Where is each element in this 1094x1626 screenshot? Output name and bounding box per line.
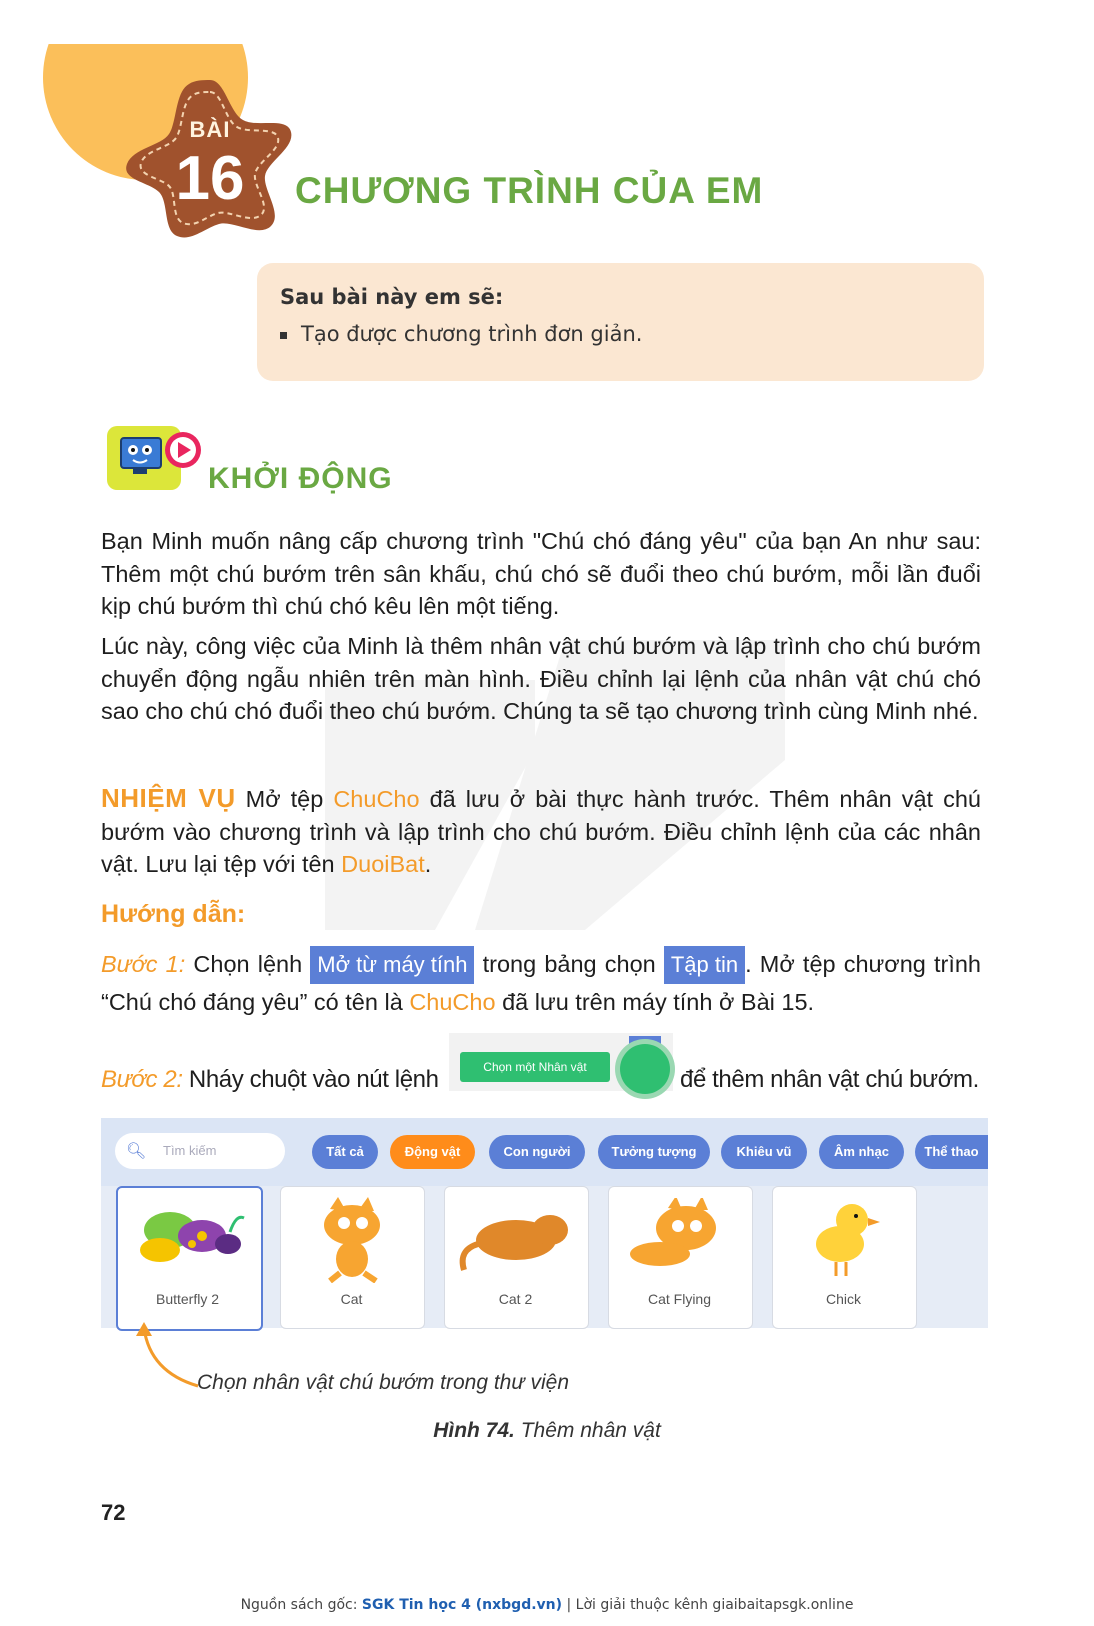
footer-source-link[interactable]: SGK Tin học 4 (nxbgd.vn) [361, 1597, 563, 1613]
chick-sprite-icon [800, 1198, 890, 1278]
task-label: NHIỆM VỤ [101, 783, 236, 813]
library-tab: Con người [489, 1135, 585, 1169]
page-number: 72 [101, 1500, 126, 1525]
sprite-label: Butterfly 2 [155, 1291, 220, 1307]
cat-flying-sprite-icon [620, 1198, 735, 1278]
library-tab: Khiêu vũ [721, 1135, 807, 1169]
cat-sprite-icon [300, 1195, 405, 1283]
goals-heading: Sau bài này em sẽ: [280, 285, 504, 309]
step-text: đã lưu trên máy tính ở Bài 15. [495, 989, 815, 1015]
step-text: Chọn lệnh [185, 951, 311, 977]
file-name: ChuCho [333, 786, 420, 812]
cat-add-icon [620, 1044, 670, 1094]
task-text: . [424, 851, 432, 877]
choose-sprite-button: Chọn một Nhân vật [460, 1052, 610, 1082]
step-text: . Mở tệp chương trình “Chú chó đáng yêu” có tên là [101, 951, 981, 1015]
figure-caption-text: Thêm nhân vật [514, 1419, 661, 1442]
task-text: đã lưu ở bài thực hành trước. Thêm nhân vật chú bướm vào chương trình và lập trình cho chú bướm. Điều chỉnh lệnh của các nhân vật. Lưu lại tệp với tên [101, 786, 981, 877]
step-text: trong bảng chọn [474, 951, 664, 977]
step-text: để thêm nhân vật chú bướm. [680, 1066, 979, 1093]
section-title: KHỞI ĐỘNG [208, 462, 393, 495]
page-footer [0, 1597, 1094, 1613]
menu-chip-open: Mở từ máy tính [310, 946, 474, 984]
lesson-title: CHƯƠNG TRÌNH CỦA EM [295, 170, 764, 211]
step-1 [101, 946, 981, 1020]
bullet-icon [280, 332, 287, 339]
paragraph-1: Bạn Minh muốn nâng cấp chương trình "Chú chó đáng yêu" của bạn An như sau: Thêm một chú bướm trên sân khấu, chú chó sẽ đuổi theo chú bướm, mỗi lần đuổi kịp chú bướm thì chú chó kêu lên một tiếng. [101, 528, 981, 619]
sprite-label: Cat Flying [647, 1291, 712, 1307]
file-name: DuoiBat [341, 851, 425, 877]
footer-text: Nguồn sách gốc: [240, 1597, 362, 1613]
step-2 [101, 1066, 439, 1094]
library-tab-active: Động vật [390, 1135, 475, 1169]
callout-text: Chọn nhân vật chú bướm trong thư viện [197, 1371, 570, 1394]
butterfly-sprite-icon [130, 1200, 250, 1280]
sprite-label: Cat 2 [498, 1291, 533, 1307]
library-tab: Tất cả [312, 1135, 378, 1169]
sprite-label: Chick [825, 1291, 861, 1307]
menu-chip-file: Tập tin [664, 946, 745, 984]
paragraph-2: Lúc này, công việc của Minh là thêm nhân vật chú bướm và lập trình cho chú bướm chuyển động ngẫu nhiên trên màn hình. Điều chỉnh lại lệnh của nhân vật chú chó sao cho chú chó đuổi theo chú bướm. Chúng ta sẽ tạo chương trình cùng Minh nhé. [101, 633, 981, 724]
figure-caption [0, 1419, 1094, 1443]
step-label: Bước 1: [101, 951, 186, 977]
guide-heading: Hướng dẫn: [101, 900, 246, 928]
cat2-sprite-icon [454, 1200, 579, 1280]
lesson-label: BÀI [189, 117, 231, 142]
lesson-number: 16 [175, 144, 245, 213]
task-paragraph [101, 782, 981, 881]
header-mask [0, 0, 1094, 44]
sprite-label: Cat [340, 1291, 363, 1307]
search-icon: 🔍︎ [126, 1143, 147, 1160]
step-label: Bước 2: [101, 1066, 183, 1093]
file-name: ChuCho [409, 989, 496, 1015]
library-tab: Thể thao [915, 1135, 988, 1169]
task-text: Mở tệp [235, 786, 334, 812]
figure-label: Hình 74. [433, 1419, 515, 1442]
callout-arrow-icon [136, 1322, 206, 1390]
goal-item [280, 322, 642, 346]
step-text: Nháy chuột vào nút lệnh [182, 1066, 439, 1093]
goal-item-text: Tạo được chương trình đơn giản. [301, 322, 643, 346]
library-tab: Âm nhạc [819, 1135, 904, 1169]
search-placeholder: Tìm kiếm [163, 1143, 217, 1158]
library-tab: Tưởng tượng [598, 1135, 710, 1169]
footer-text: | Lời giải thuộc kênh giaibaitapsgk.online [562, 1597, 854, 1613]
computer-play-icon [103, 420, 208, 504]
